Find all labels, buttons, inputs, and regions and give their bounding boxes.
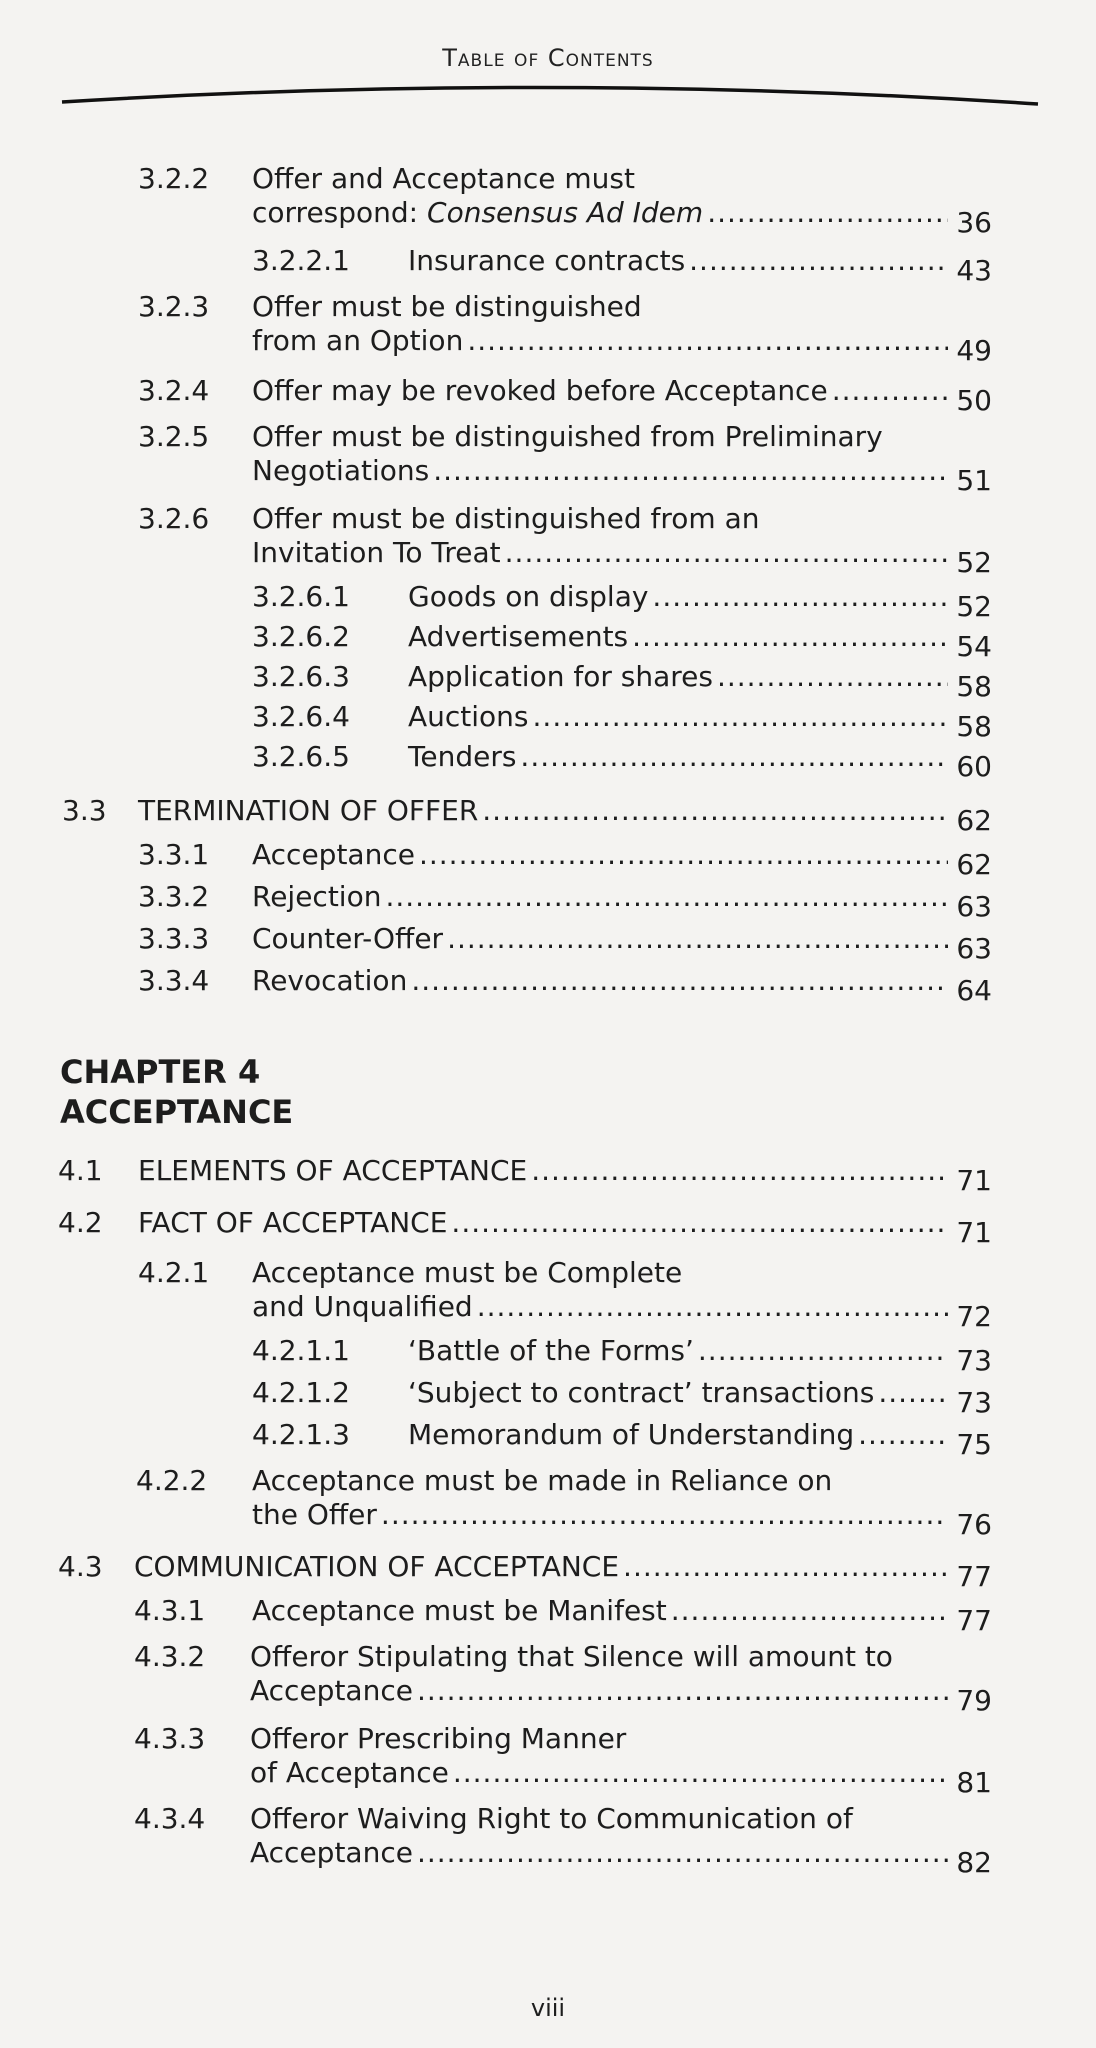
page-number: 63 (956, 890, 992, 923)
page-number: 51 (956, 464, 992, 497)
entry-number: 4.2 (58, 1206, 103, 1239)
entry-number: 3.2.4 (138, 374, 210, 407)
entry-number: 3.3.4 (138, 964, 210, 997)
entry-title: TERMINATION OF OFFER (138, 794, 479, 827)
page-number: 49 (956, 334, 992, 367)
entry-number: 3.3.3 (138, 922, 210, 955)
entry-number: 3.3 (62, 794, 107, 827)
entry-title: Advertisements (408, 620, 629, 653)
page-number: 36 (956, 206, 992, 239)
entry-title: the Offer (252, 1498, 377, 1531)
page-number: 54 (956, 630, 992, 663)
entry-number: 4.1 (58, 1154, 103, 1187)
entry-title: Invitation To Treat (252, 536, 501, 569)
page-number: 71 (956, 1164, 992, 1197)
page-number: 76 (956, 1508, 992, 1541)
header-rule (60, 78, 1040, 118)
entry-number: 3.2.6.3 (252, 660, 350, 693)
entry-number: 4.3.3 (134, 1722, 206, 1755)
entry-title: Offer and Acceptance must (252, 162, 635, 195)
page-number: 73 (956, 1344, 992, 1377)
entry-title: Offer must be distinguished (252, 290, 642, 323)
entry-title: ‘Battle of the Forms’ (408, 1334, 694, 1367)
page-number: 58 (956, 670, 992, 703)
entry-title: of Acceptance (250, 1756, 449, 1789)
page-number: 71 (956, 1216, 992, 1249)
entry-title: and Unqualified (252, 1290, 473, 1323)
entry-title: Goods on display (408, 580, 649, 613)
page-number: 62 (956, 804, 992, 837)
entry-title: Insurance contracts (408, 244, 686, 277)
entry-title: from an Option (252, 324, 464, 357)
page-number: 81 (956, 1766, 992, 1799)
page-number: 77 (956, 1560, 992, 1593)
chapter-label: CHAPTER 4 (60, 1053, 261, 1091)
entry-number: 4.3.4 (134, 1802, 206, 1835)
entry-title: Auctions (408, 700, 529, 733)
entry-number: 4.2.1.1 (252, 1334, 350, 1367)
entry-number: 3.2.5 (138, 420, 210, 453)
page-number: 79 (956, 1684, 992, 1717)
entry-title: FACT OF ACCEPTANCE (138, 1206, 448, 1239)
page-number: 64 (956, 974, 992, 1007)
entry-title: Memorandum of Understanding (408, 1418, 855, 1451)
entry-number: 4.2.2 (136, 1464, 208, 1497)
page-number: 75 (956, 1428, 992, 1461)
page-number: 60 (956, 750, 992, 783)
entry-number: 3.2.6.5 (252, 740, 350, 773)
entry-title: Acceptance (250, 1836, 413, 1869)
entry-title: Offer may be revoked before Acceptance (252, 374, 828, 407)
entry-number: 3.3.1 (138, 838, 210, 871)
entry-title: ‘Subject to contract’ transactions (408, 1376, 875, 1409)
entry-number: 4.3.2 (134, 1640, 206, 1673)
entry-title: COMMUNICATION OF ACCEPTANCE (134, 1550, 620, 1583)
entry-number: 4.2.1 (138, 1256, 210, 1289)
entry-number: 3.3.2 (138, 880, 210, 913)
page-number: 43 (956, 254, 992, 287)
entry-title: Acceptance must be Manifest (252, 1594, 667, 1627)
entry-title: Application for shares (408, 660, 713, 693)
entry-number: 3.2.6 (138, 502, 210, 535)
entry-title: Tenders (408, 740, 517, 773)
chapter-title: ACCEPTANCE (60, 1093, 294, 1131)
page-folio: viii (530, 1994, 566, 2022)
entry-title: Rejection (252, 880, 382, 913)
page-number: 52 (956, 590, 992, 623)
entry-title: Offeror Stipulating that Silence will amount to (250, 1640, 893, 1673)
entry-title: Acceptance (252, 838, 415, 871)
page-number: 62 (956, 848, 992, 881)
entry-number: 3.2.2.1 (252, 244, 350, 277)
entry-title: ELEMENTS OF ACCEPTANCE (138, 1154, 528, 1187)
entry-number: 4.2.1.3 (252, 1418, 350, 1451)
page-number: 73 (956, 1386, 992, 1419)
page-number: 82 (956, 1846, 992, 1879)
entry-number: 3.2.6.4 (252, 700, 350, 733)
page-number: 77 (956, 1604, 992, 1637)
entry-title: Acceptance must be Complete (252, 1256, 683, 1289)
entry-number: 3.2.6.1 (252, 580, 350, 613)
chapter-heading (60, 1052, 293, 1132)
entry-title: Revocation (252, 964, 408, 997)
page-number: 63 (956, 932, 992, 965)
entry-number: 4.3.1 (134, 1594, 206, 1627)
entry-title: Offeror Waiving Right to Communication of (250, 1802, 853, 1835)
entry-title: Offeror Prescribing Manner (250, 1722, 627, 1755)
entry-title: Negotiations (252, 454, 430, 487)
page-number: 52 (956, 546, 992, 579)
entry-number: 3.2.2 (138, 162, 210, 195)
page-number: 58 (956, 710, 992, 743)
entry-number: 3.2.6.2 (252, 620, 350, 653)
page-number: 72 (956, 1300, 992, 1333)
entry-title: Acceptance (250, 1674, 413, 1707)
page-number: 50 (956, 384, 992, 417)
entry-number: 4.2.1.2 (252, 1376, 350, 1409)
entry-title: Offer must be distinguished from Preliminary (252, 420, 883, 453)
entry-number: 3.2.3 (138, 290, 210, 323)
entry-title: Counter-Offer (252, 922, 444, 955)
entry-title: correspond: Consensus Ad Idem (252, 196, 704, 229)
entry-number: 4.3 (58, 1550, 103, 1583)
entry-title: Acceptance must be made in Reliance on (252, 1464, 833, 1497)
running-head: Table of Contents (442, 44, 654, 72)
entry-title: Offer must be distinguished from an (252, 502, 760, 535)
